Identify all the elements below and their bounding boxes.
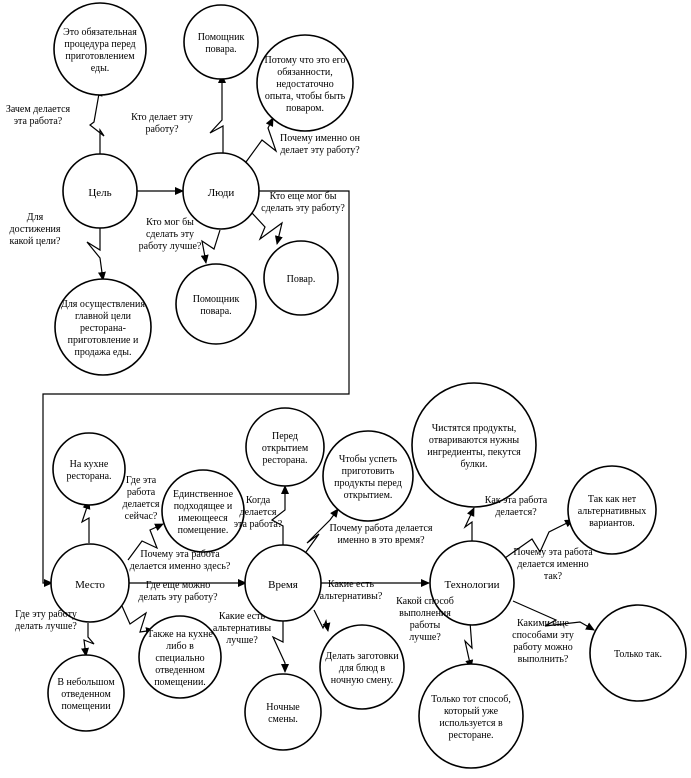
q-time-alt: Какие есть альтернативы?: [319, 579, 383, 602]
q-place-else: Где еще можно делать эту работу?: [138, 580, 218, 603]
q-people-who: Кто делает эту работу?: [131, 112, 193, 135]
edge-place-a4: [84, 623, 94, 656]
label-time-a2: Чтобы успеть приготовить продукты перед открытием.: [334, 454, 402, 501]
edge-place-a1: [82, 501, 89, 543]
label-goal-a1: Это обязательная процедура перед приготовлением еды.: [63, 27, 137, 74]
edge-time-a4: [273, 621, 285, 672]
edge-tech-a1: [465, 508, 474, 545]
q-place-why: Почему эта работа делается именно здесь?: [129, 549, 231, 572]
q-time-why: Почему работа делается именно в это время?: [329, 523, 433, 546]
edge-people-a2: [246, 118, 276, 162]
label-place-a2: Единственное подходящее и имеющееся помещение.: [172, 489, 234, 536]
q-people-why: Почему именно он делает эту работу?: [280, 133, 360, 156]
q-people-better: Кто мог бы сделать эту работу лучше?: [138, 217, 202, 252]
label-goal: Цель: [88, 187, 112, 199]
label-tech-a3: Только так.: [614, 649, 662, 660]
q-tech-best: Какой способ выполнения работы лучше?: [396, 596, 454, 643]
q-people-else: Кто еще мог бы сделать эту работу?: [261, 191, 345, 214]
label-place: Место: [75, 579, 105, 591]
edge-people-a3: [252, 213, 282, 244]
label-place-a3: Также на кухне либо в специально отведенном помещении.: [147, 629, 213, 688]
label-place-a4: В небольшом отведенном помещении: [57, 677, 115, 712]
label-people-a3: Повар.: [286, 274, 316, 285]
label-goal-a2: Для осуществления главной цели ресторана-приготовление и продажа еды.: [61, 299, 145, 358]
label-tech: Технологии: [444, 579, 500, 591]
label-tech-a4: Только тот способ, который уже используется в ресторане.: [431, 694, 511, 741]
edge-goal-a1: [90, 88, 104, 155]
q-tech-how: Как эта работа делается?: [484, 495, 548, 518]
label-people-a1: Помощник повара.: [197, 32, 245, 55]
q-tech-other: Какими еще способами эту работу можно выполнить?: [512, 618, 574, 665]
q-goal-why: Зачем делается эта работа?: [5, 104, 71, 127]
edge-tech-a4: [465, 622, 472, 668]
label-people: Люди: [207, 187, 235, 199]
label-tech-a2: Так как нет альтернативных вариантов.: [577, 494, 647, 529]
q-place-better: Где эту работу делать лучше?: [15, 609, 77, 632]
label-tech-a1: Чистятся продукты, отвариваются нужны ингредиенты, пекутся булки.: [427, 423, 521, 470]
edge-people-a1: [210, 75, 223, 153]
label-people-a4: Помощник повара.: [192, 294, 240, 317]
q-time-when: Когда делается эта работа?: [233, 495, 283, 530]
q-time-better: Какие есть альтернативы лучше?: [212, 611, 272, 646]
edge-people-a4: [202, 230, 220, 263]
q-tech-why: Почему эта работа делается именно так?: [513, 547, 593, 582]
q-place-where: Где эта работа делается сейчас?: [122, 475, 160, 522]
edge-goal-a2: [87, 227, 103, 280]
edge-time-a3: [314, 610, 328, 631]
label-place-a1: На кухне ресторана.: [66, 459, 112, 482]
q-goal-what: Для достижения какой цели?: [9, 212, 61, 247]
label-time-a1: Перед открытием ресторана.: [261, 431, 309, 466]
label-time-a3: Делать заготовки для блюд в ночную смену.: [325, 651, 399, 686]
label-people-a2: Потому что это его обязанности, недостаточно опыта, чтобы быть поваром.: [264, 55, 346, 114]
label-time-a4: Ночные смены.: [266, 702, 300, 725]
label-time: Время: [268, 579, 298, 591]
